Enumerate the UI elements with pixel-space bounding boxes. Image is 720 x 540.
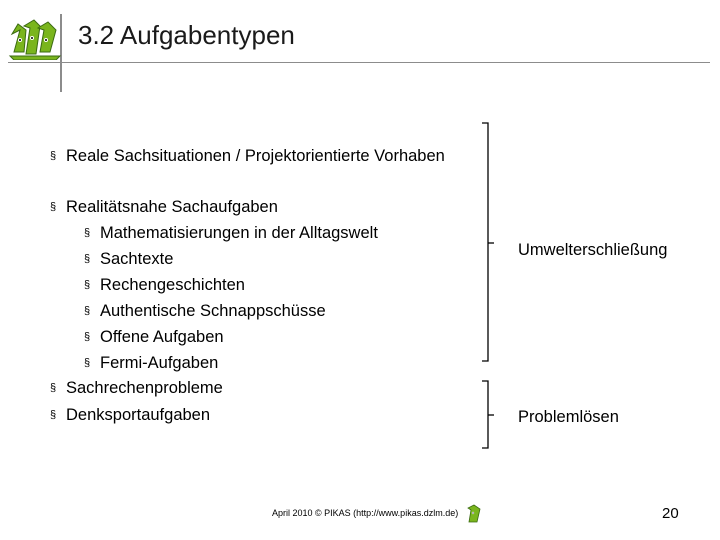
footer-credit: April 2010 © PIKAS (http://www.pikas.dzlm.de)	[272, 508, 459, 518]
bullet-marker: §	[84, 357, 91, 369]
page-title: 3.2 Aufgabentypen	[78, 20, 295, 50]
list-item-text: Mathematisierungen in der Alltagswelt	[100, 224, 378, 242]
list-item-text: Sachtexte	[100, 250, 174, 268]
bullet-marker: §	[50, 150, 57, 162]
list-item	[84, 301, 326, 321]
list-item-text: Offene Aufgaben	[100, 328, 224, 346]
header-horizontal-rule	[8, 62, 710, 63]
umwelt-bracket	[482, 123, 488, 361]
list-item	[50, 405, 210, 425]
grouping-brackets	[470, 115, 510, 455]
umwelterschliessung-label: Umwelterschließung	[518, 241, 668, 259]
list-item	[84, 249, 173, 269]
list-item-text: Denksportaufgaben	[66, 406, 211, 424]
bullet-marker: §	[84, 253, 91, 265]
list-item-text: Rechengeschichten	[100, 276, 245, 294]
list-item	[84, 327, 224, 347]
problemloesen-label: Problemlösen	[518, 408, 619, 426]
bullet-marker: §	[84, 279, 91, 291]
bullet-marker: §	[50, 409, 57, 421]
list-item	[84, 275, 245, 295]
bullet-marker: §	[50, 382, 57, 394]
list-item	[84, 353, 218, 373]
list-item-text: Fermi-Aufgaben	[100, 354, 219, 372]
list-item	[50, 378, 223, 398]
list-item	[50, 197, 278, 217]
pikas-mascot-icon	[466, 504, 482, 524]
problem-bracket	[482, 381, 488, 448]
list-item-text: Reale Sachsituationen / Projektorientierte Vorhaben	[66, 147, 445, 165]
list-item	[50, 146, 445, 166]
bullet-marker: §	[84, 227, 91, 239]
list-item-text: Realitätsnahe Sachaufgaben	[66, 198, 278, 216]
list-item-text: Sachrechenprobleme	[66, 379, 223, 397]
bullet-marker: §	[50, 201, 57, 213]
list-item-text: Authentische Schnappschüsse	[100, 302, 326, 320]
bullet-marker: §	[84, 305, 91, 317]
bullet-marker: §	[84, 331, 91, 343]
list-item	[84, 223, 378, 243]
pikas-logo-icon	[8, 16, 62, 60]
page-number: 20	[662, 505, 679, 522]
